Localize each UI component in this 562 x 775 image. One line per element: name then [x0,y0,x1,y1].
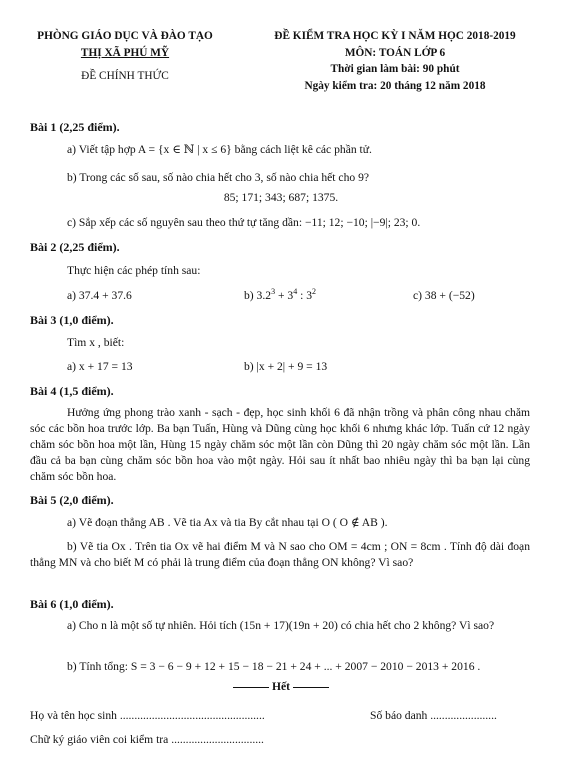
b2-title: Bài 2 (2,25 điểm). [30,240,120,254]
b3-a: a) x + 17 = 13 [67,360,133,373]
official-label: ĐỀ CHÍNH THỨC [81,70,169,82]
b2-b: b) $3.2^3 + 3^4$ : $3^2$ [244,287,317,302]
end-mark [0,680,562,693]
student-number-line: Số báo danh ....................... [370,709,497,722]
b3-title: Bài 3 (1,0 điểm). [30,313,114,327]
b6-title: Bài 6 (1,0 điểm). [30,597,114,611]
town-name: THỊ XÃ PHÚ MỸ [80,47,170,59]
teacher-signature-line: Chữ ký giáo viên coi kiểm tra ................................ [30,733,264,746]
header-right [245,28,545,94]
b1-a: a) Viết tập hợp A = {x ∈ ℕ | x ≤ 6} bằng cách liệt kê các phần tử. [67,143,372,156]
exam-title: ĐỀ KIỂM TRA HỌC KỲ I NĂM HỌC 2018-2019 [274,30,516,42]
dept-name: PHÒNG GIÁO DỤC VÀ ĐÀO TẠO [37,30,213,42]
b5-b: b) Vẽ tia Ox . Trên tia Ox vẽ hai điểm M và N sao cho OM = 4cm ; ON = 8cm . Tính độ dài đoạn thẳng MN và cho biết M có phải là trung điểm của đoạn thẳng ON không? Vì sao? [30,540,530,569]
b5-title: Bài 5 (2,0 điểm). [30,493,114,507]
b6-b: b) Tính tổng: S = 3 − 6 − 9 + 12 + 15 − 18 − 21 + 24 + ... + 2007 − 2010 − 2013 + 2016 . [67,660,481,673]
subject-label: MÔN: TOÁN LỚP 6 [344,46,446,59]
b2-intro: Thực hiện các phép tính sau: [67,264,201,277]
end-label: Hết [271,680,291,693]
b1-c: c) Sắp xếp các số nguyên sau theo thứ tự tăng dần: −11; 12; −10; |−9|; 23; 0. [67,216,421,229]
b1-b-numbers: 85; 171; 343; 687; 1375. [223,191,339,204]
b1-title: Bài 1 (2,25 điểm). [30,120,120,134]
b6-a: a) Cho n là một số tự nhiên. Hỏi tích (15n + 17)(19n + 20) có chia hết cho 2 không? Vì sao? [67,619,495,632]
b2-a: a) 37.4 + 37.6 [67,289,132,302]
end-bar-right [293,687,329,688]
header-left [20,28,230,85]
b2-c: c) 38 + (−52) [413,289,475,302]
b4-title: Bài 4 (1,5 điểm). [30,384,114,398]
b5-a: a) Vẽ đoạn thẳng AB . Vẽ tia Ax và tia By cắt nhau tại O ( O ∉ AB ). [67,516,388,529]
time-label: Thời gian làm bài: 90 phút [330,63,460,75]
b4-text: Hưởng ứng phong trào xanh - sạch - đẹp, học sinh khối 6 đã nhận trồng và phân công nhau chăm sóc các bồn hoa trước lớp. Ba bạn Tuấn, Hùng và Dũng cùng học khối 6 nhưng khác lớp. Tuấn cứ 12 ngày chăm sóc bồn hoa một lần, Hùng 15 ngày chăm sóc một lần còn Dũng thì 20 ngày chăm sóc một lần. Lần đầu cả ba bạn cùng chăm sóc bồn hoa vào một ngày. Hỏi sau ít nhất bao nhiêu ngày thì ba bạn lại cùng chăm sóc bồn hoa. [30,406,530,483]
date-label: Ngày kiểm tra: 20 tháng 12 năm 2018 [304,79,486,92]
b3-intro: Tìm x , biết: [67,336,125,349]
b3-b: b) |x + 2| + 9 = 13 [244,360,328,373]
end-bar-left [233,687,269,688]
b1-b: b) Trong các số sau, số nào chia hết cho 3, số nào chia hết cho 9? [67,171,370,184]
student-name-line: Họ và tên học sinh .................................................. [30,709,265,722]
